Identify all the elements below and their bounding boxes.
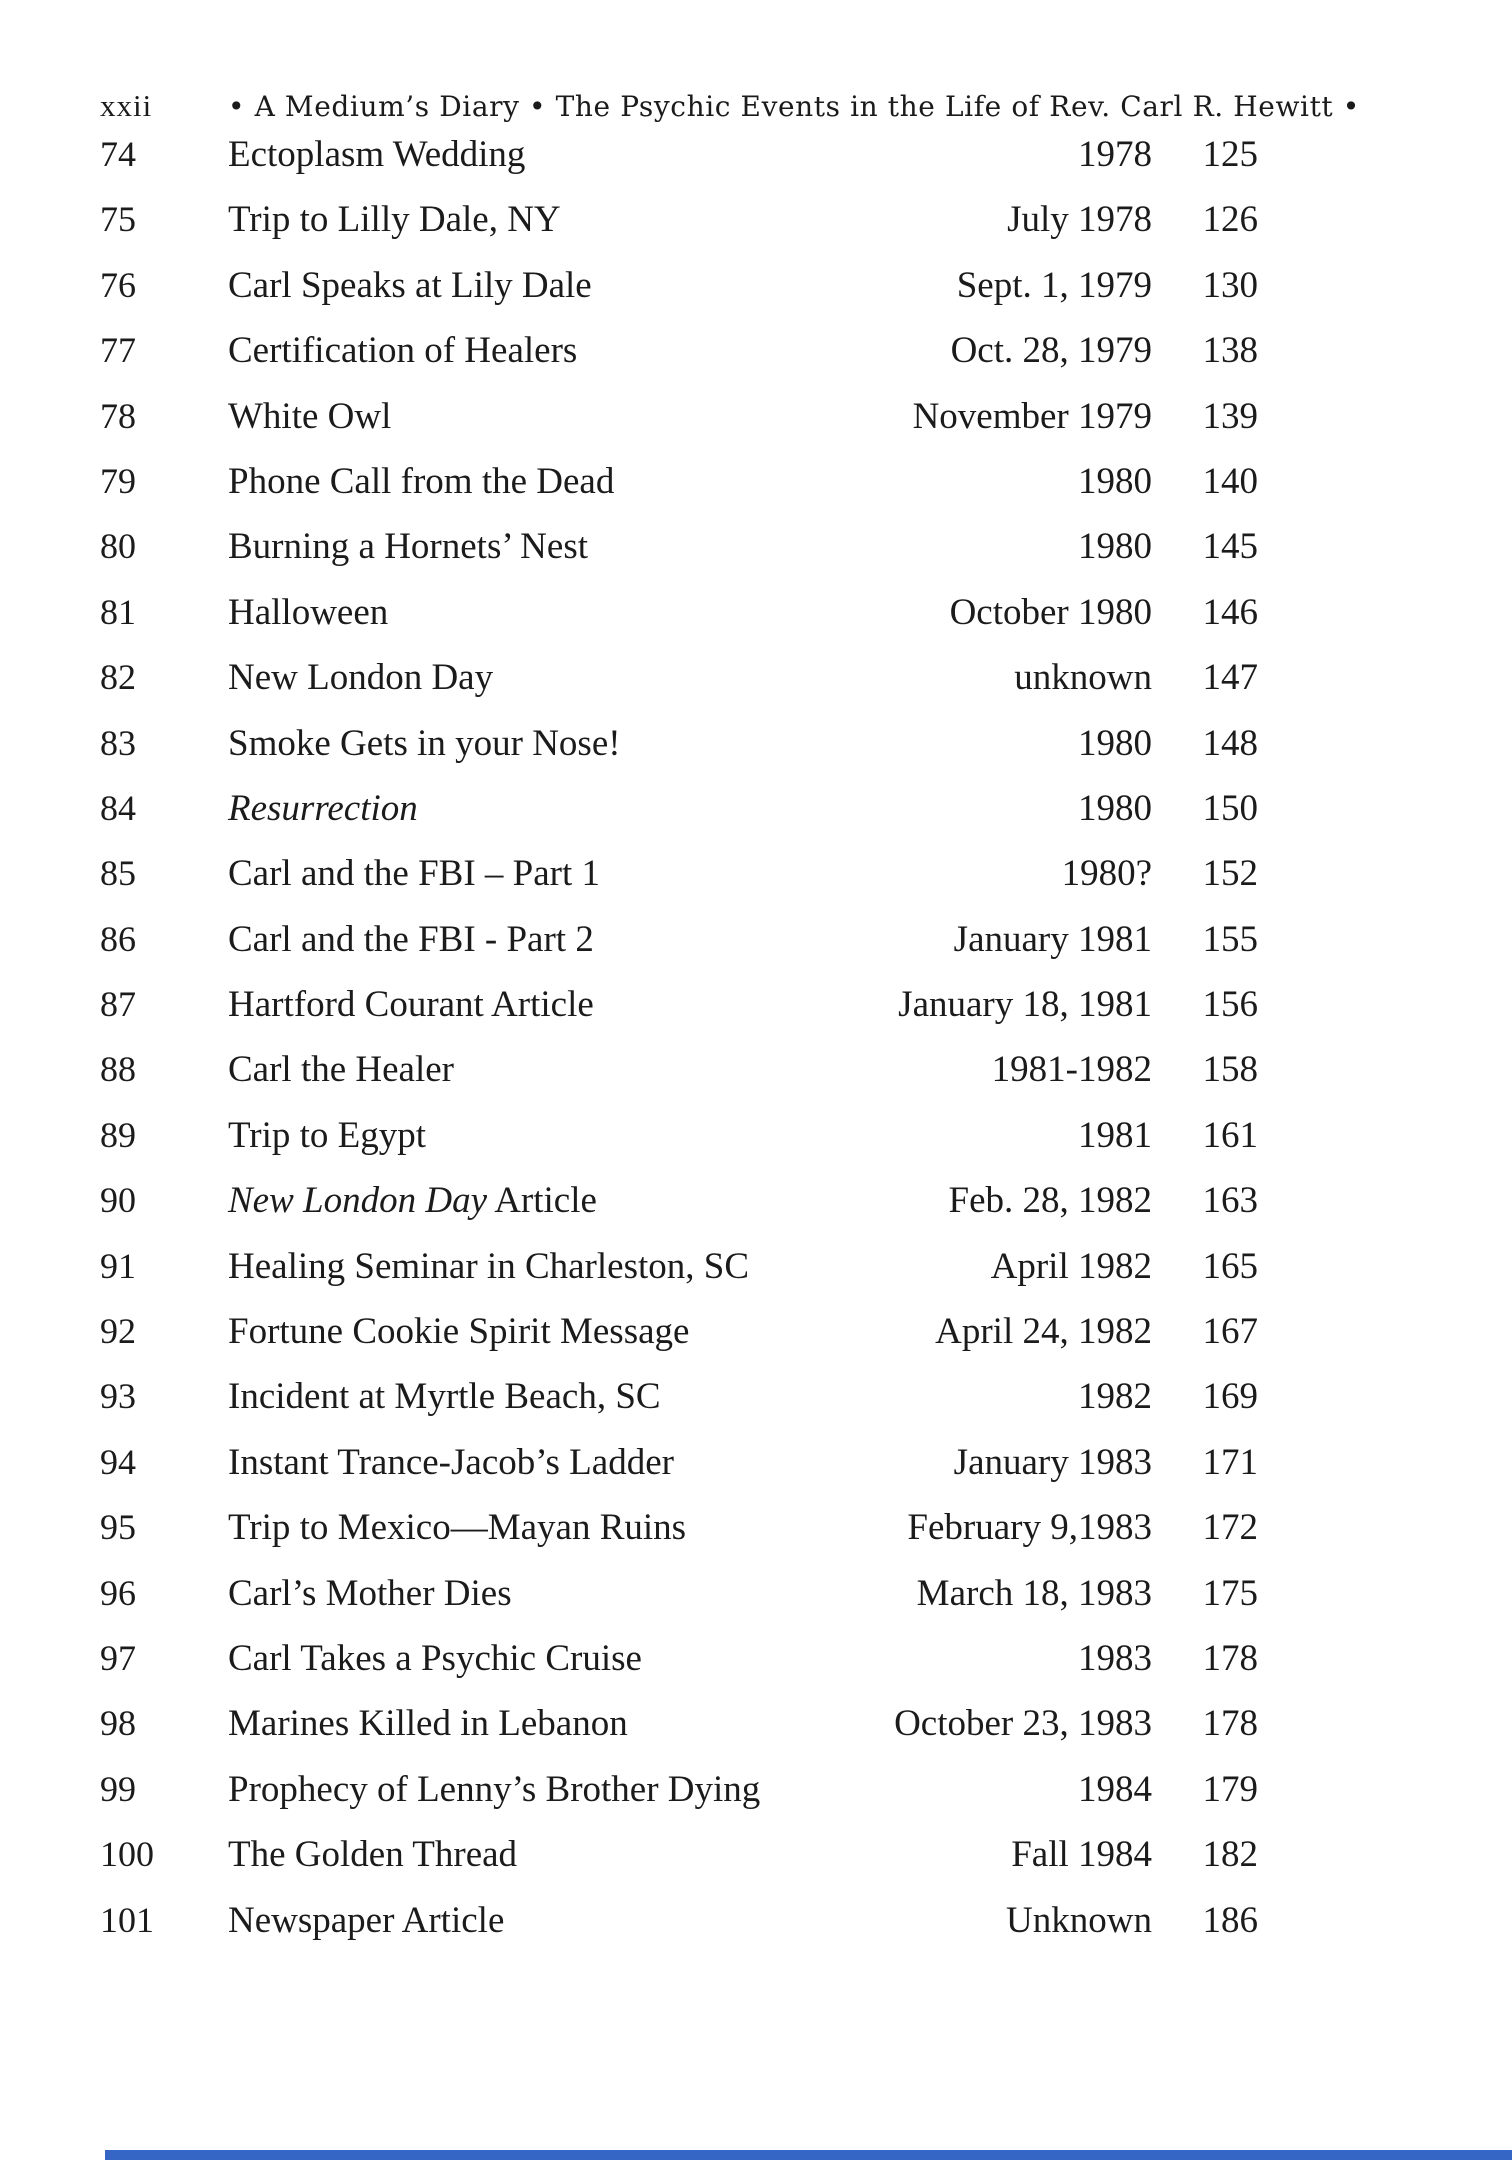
- chapter-title: [228, 264, 852, 307]
- page-number: 171: [1202, 1441, 1258, 1483]
- chapter-title-segment: Ectoplasm Wedding: [228, 134, 526, 175]
- chapter-date: Sept. 1, 1979: [956, 264, 1152, 306]
- chapter-title-segment: Marines Killed in Lebanon: [228, 1703, 628, 1745]
- chapter-date: 1978: [1078, 134, 1152, 175]
- chapter-title: [228, 983, 852, 1026]
- chapter-title-segment: Article: [487, 1180, 597, 1222]
- chapter-title-segment: Halloween: [228, 591, 389, 633]
- chapter-title: [228, 133, 852, 176]
- chapter-number: 86: [100, 918, 136, 959]
- chapter-date: 1984: [1078, 1768, 1152, 1810]
- toc-row: [100, 395, 1258, 460]
- toc-row: [100, 1375, 1258, 1440]
- chapter-title: [228, 395, 852, 438]
- chapter-title-segment: New London Day: [228, 657, 494, 699]
- chapter-number: 90: [100, 1180, 136, 1221]
- page-number: 167: [1202, 1311, 1258, 1353]
- toc-row: [100, 1114, 1258, 1179]
- chapter-date: March 18, 1983: [916, 1572, 1152, 1614]
- page-number: 158: [1202, 1049, 1258, 1091]
- toc-row: [100, 1506, 1258, 1571]
- chapter-title-segment: Resurrection: [228, 787, 418, 829]
- toc-row: [100, 1179, 1258, 1244]
- chapter-title-segment: Carl the Healer: [228, 1049, 454, 1091]
- page-number: 147: [1202, 657, 1258, 699]
- toc-row: [100, 1048, 1258, 1113]
- chapter-number: 74: [100, 134, 136, 174]
- chapter-date: 1983: [1078, 1637, 1152, 1679]
- toc-row: [100, 1310, 1258, 1375]
- chapter-date: Feb. 28, 1982: [948, 1180, 1152, 1222]
- chapter-number: 91: [100, 1245, 136, 1286]
- page-number: 165: [1202, 1245, 1258, 1287]
- page-number: 179: [1202, 1768, 1258, 1810]
- toc-row: [100, 1441, 1258, 1506]
- chapter-number: 85: [100, 853, 136, 894]
- chapter-date: 1980?: [1061, 853, 1152, 895]
- chapter-date: 1982: [1078, 1376, 1152, 1418]
- toc-row: [100, 722, 1258, 787]
- chapter-title-segment: Hartford Courant Article: [228, 984, 594, 1026]
- chapter-number: 96: [100, 1572, 136, 1613]
- chapter-date: 1980: [1078, 722, 1152, 764]
- page-number: 140: [1202, 460, 1258, 502]
- toc-row: [100, 1702, 1258, 1767]
- chapter-title: [228, 525, 852, 568]
- chapter-number: 101: [100, 1899, 154, 1940]
- chapter-title: [228, 1702, 852, 1745]
- chapter-date: November 1979: [912, 395, 1152, 437]
- chapter-date: April 24, 1982: [935, 1311, 1152, 1353]
- chapter-title: [228, 1179, 852, 1222]
- chapter-date: Oct. 28, 1979: [950, 330, 1152, 372]
- chapter-title: [228, 918, 852, 961]
- table-of-contents: [100, 133, 1258, 1964]
- chapter-number: 78: [100, 395, 136, 436]
- toc-row: [100, 133, 1258, 198]
- chapter-number: 93: [100, 1376, 136, 1417]
- chapter-number: 97: [100, 1637, 136, 1678]
- chapter-title: [228, 1048, 852, 1091]
- toc-row: [100, 1768, 1258, 1833]
- chapter-title: [228, 1768, 852, 1811]
- chapter-number: 83: [100, 722, 136, 763]
- chapter-number: 88: [100, 1049, 136, 1090]
- page-number: 182: [1202, 1834, 1258, 1876]
- chapter-title: [228, 852, 852, 895]
- chapter-number: 84: [100, 787, 136, 828]
- page-number: 163: [1202, 1180, 1258, 1222]
- page-number: 156: [1202, 984, 1258, 1026]
- chapter-title: [228, 1506, 852, 1549]
- toc-row: [100, 460, 1258, 525]
- chapter-title-segment: Trip to Mexico—Mayan Ruins: [228, 1507, 687, 1549]
- toc-row: [100, 983, 1258, 1048]
- chapter-title-segment: Instant Trance-Jacob’s Ladder: [228, 1441, 674, 1483]
- chapter-title: [228, 1572, 852, 1615]
- page-number: 169: [1202, 1376, 1258, 1418]
- chapter-date: 1981-1982: [991, 1049, 1152, 1091]
- chapter-title: [228, 1899, 852, 1942]
- page-number: 172: [1202, 1507, 1258, 1549]
- toc-row: [100, 198, 1258, 263]
- chapter-title: [228, 1245, 852, 1288]
- page-number: 161: [1202, 1114, 1258, 1156]
- page-number: 152: [1202, 853, 1258, 895]
- chapter-number: 99: [100, 1768, 136, 1809]
- page-number: 155: [1202, 918, 1258, 960]
- toc-row: [100, 1899, 1258, 1964]
- chapter-date: January 1981: [953, 918, 1152, 960]
- page-number: 175: [1202, 1572, 1258, 1614]
- chapter-number: 92: [100, 1311, 136, 1352]
- chapter-title-segment: Healing Seminar in Charleston, SC: [228, 1245, 750, 1287]
- chapter-number: 98: [100, 1703, 136, 1744]
- chapter-title: [228, 1375, 852, 1418]
- chapter-title-segment: Carl and the FBI - Part 2: [228, 918, 594, 960]
- chapter-title-segment: Carl Takes a Psychic Cruise: [228, 1637, 642, 1679]
- chapter-date: January 18, 1981: [898, 984, 1152, 1026]
- chapter-title-segment: Trip to Egypt: [228, 1114, 427, 1156]
- page-number: 138: [1202, 330, 1258, 372]
- chapter-date: October 1980: [949, 591, 1152, 633]
- chapter-title-segment: Smoke Gets in your Nose!: [228, 722, 621, 764]
- chapter-title-segment: White Owl: [228, 395, 392, 437]
- chapter-number: 75: [100, 199, 136, 240]
- toc-row: [100, 1245, 1258, 1310]
- chapter-title-segment: New London Day: [228, 1180, 487, 1222]
- page-number: 148: [1202, 722, 1258, 764]
- chapter-number: 77: [100, 330, 136, 371]
- toc-row: [100, 525, 1258, 590]
- chapter-title: [228, 787, 852, 830]
- chapter-date: October 23, 1983: [894, 1703, 1152, 1745]
- toc-row: [100, 1833, 1258, 1898]
- chapter-title-segment: Burning a Hornets’ Nest: [228, 526, 588, 568]
- chapter-number: 100: [100, 1834, 154, 1875]
- chapter-title: [228, 722, 852, 765]
- page-number: 146: [1202, 591, 1258, 633]
- chapter-number: 94: [100, 1441, 136, 1482]
- chapter-date: unknown: [1014, 657, 1152, 699]
- chapter-date: Fall 1984: [1011, 1834, 1152, 1876]
- toc-row: [100, 1637, 1258, 1702]
- toc-row: [100, 1572, 1258, 1637]
- page-header: [100, 86, 1360, 127]
- chapter-number: 89: [100, 1114, 136, 1155]
- chapter-date: July 1978: [1007, 199, 1152, 241]
- folio-page-number: xxii: [100, 88, 153, 123]
- page-number: 139: [1202, 395, 1258, 437]
- page-number: 178: [1202, 1703, 1258, 1745]
- page-number: 178: [1202, 1637, 1258, 1679]
- chapter-title-segment: Phone Call from the Dead: [228, 460, 615, 502]
- toc-row: [100, 918, 1258, 983]
- chapter-number: 95: [100, 1507, 136, 1548]
- page-number: 186: [1202, 1899, 1258, 1941]
- page-number: 130: [1202, 264, 1258, 306]
- chapter-title: [228, 1310, 852, 1353]
- toc-row: [100, 329, 1258, 394]
- chapter-date: 1981: [1078, 1114, 1152, 1156]
- toc-row: [100, 852, 1258, 917]
- toc-row: [100, 787, 1258, 852]
- chapter-title: [228, 1833, 852, 1876]
- page-number: 125: [1202, 134, 1258, 175]
- chapter-title-segment: Certification of Healers: [228, 330, 578, 372]
- chapter-title-segment: Carl’s Mother Dies: [228, 1572, 512, 1614]
- page-number: 145: [1202, 526, 1258, 568]
- chapter-date: January 1983: [953, 1441, 1152, 1483]
- chapter-number: 81: [100, 591, 136, 632]
- page-number: 150: [1202, 787, 1258, 829]
- running-header: • A Medium’s Diary • The Psychic Events in the Life of Rev. Carl R. Hewitt •: [228, 90, 1360, 123]
- chapter-title-segment: Newspaper Article: [228, 1899, 505, 1941]
- toc-row: [100, 656, 1258, 721]
- chapter-title-segment: Prophecy of Lenny’s Brother Dying: [228, 1768, 761, 1810]
- chapter-title-segment: The Golden Thread: [228, 1834, 518, 1876]
- chapter-title-segment: Carl and the FBI – Part 1: [228, 853, 601, 895]
- chapter-title-segment: Fortune Cookie Spirit Message: [228, 1311, 690, 1353]
- chapter-number: 79: [100, 460, 136, 501]
- chapter-title: [228, 329, 852, 372]
- toc-row: [100, 591, 1258, 656]
- chapter-date: 1980: [1078, 787, 1152, 829]
- chapter-title: [228, 1637, 852, 1680]
- chapter-number: 82: [100, 657, 136, 698]
- toc-row: [100, 264, 1258, 329]
- chapter-title: [228, 1114, 852, 1157]
- chapter-date: April 1982: [990, 1245, 1152, 1287]
- chapter-date: February 9,1983: [907, 1507, 1152, 1549]
- chapter-title: [228, 460, 852, 503]
- page-number: 126: [1202, 199, 1258, 241]
- chapter-date: 1980: [1078, 460, 1152, 502]
- chapter-number: 87: [100, 984, 136, 1025]
- chapter-number: 76: [100, 264, 136, 305]
- chapter-title-segment: Carl Speaks at Lily Dale: [228, 264, 592, 306]
- chapter-title: [228, 1441, 852, 1484]
- chapter-title-segment: Incident at Myrtle Beach, SC: [228, 1376, 661, 1418]
- bottom-highlight-bar: [105, 2150, 1512, 2160]
- chapter-title: [228, 656, 852, 699]
- chapter-date: 1980: [1078, 526, 1152, 568]
- chapter-number: 80: [100, 526, 136, 567]
- chapter-title: [228, 198, 852, 241]
- chapter-title-segment: Trip to Lilly Dale, NY: [228, 199, 561, 241]
- chapter-date: Unknown: [1006, 1899, 1152, 1941]
- chapter-title: [228, 591, 852, 634]
